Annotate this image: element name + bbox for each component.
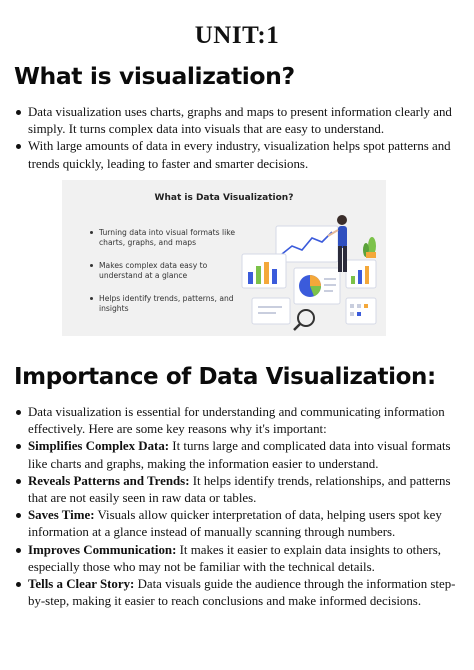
bullet-item: With large amounts of data in every industry, visualization helps spot patterns and trends quickly, leading to faster and smarter decisions.	[14, 138, 466, 172]
bullet-item: Data visualization uses charts, graphs and maps to present information clearly and simply. It turns complex data into visuals that are easy to understand.	[14, 104, 466, 138]
bullet-item	[14, 404, 466, 438]
bullet-text: Data visuals guide the audience through the information step-by-step, making it easier to reach conclusions and make informed decisions.	[28, 577, 456, 609]
bullet-text: Visuals allow quicker interpretation of data, helping users spot key information at a glance instead of manually scanning through numbers.	[28, 508, 442, 540]
importance-bullets	[14, 404, 466, 610]
magnifier-icon	[298, 310, 314, 326]
section-heading-what-is-visualization: What is visualization?	[14, 62, 295, 90]
bullet-item	[14, 542, 466, 576]
bullet-item	[14, 576, 466, 610]
report-card-icon	[252, 298, 290, 324]
dashboard-illustration	[234, 206, 384, 334]
infographic-point: Helps identify trends, patterns, and insights	[90, 294, 240, 313]
bullet-lead: Improves Communication:	[28, 542, 177, 557]
bullet-item	[14, 473, 466, 507]
calendar-card-icon	[346, 298, 376, 324]
infographic-points	[90, 228, 240, 328]
bullet-lead: Tells a Clear Story:	[28, 577, 135, 592]
bullet-text: Data visualization is essential for understanding and communicating information effectively. Here are some key reasons why it's important:	[28, 405, 445, 437]
what-is-visualization-bullets	[14, 104, 466, 173]
infographic-title: What is Data Visualization?	[154, 193, 294, 203]
person-icon	[337, 215, 347, 225]
bullet-text: It helps identify trends, relationships, and patterns that are not easily seen in raw data or tables.	[28, 473, 451, 506]
bullet-lead: Simplifies Complex Data:	[28, 439, 170, 454]
bullet-text: It makes it easier to explain data insights to others, especially those who may not be familiar with the technical details.	[28, 542, 441, 574]
infographic-point: Makes complex data easy to understand at a glance	[90, 261, 240, 280]
bullet-lead: Saves Time:	[28, 508, 95, 523]
unit-heading: UNIT:1	[194, 22, 280, 49]
section-heading-importance: Importance of Data Visualization:	[14, 364, 436, 390]
infographic-point: Turning data into visual formats like charts, graphs, and maps	[90, 228, 240, 247]
data-visualization-infographic	[62, 180, 386, 336]
bullet-lead: Reveals Patterns and Trends:	[28, 473, 190, 488]
bullet-item	[14, 438, 466, 472]
bullet-item	[14, 507, 466, 541]
bullet-text: It turns large and complicated data into visual formats like charts and graphs, making the information easier to understand.	[28, 439, 451, 471]
